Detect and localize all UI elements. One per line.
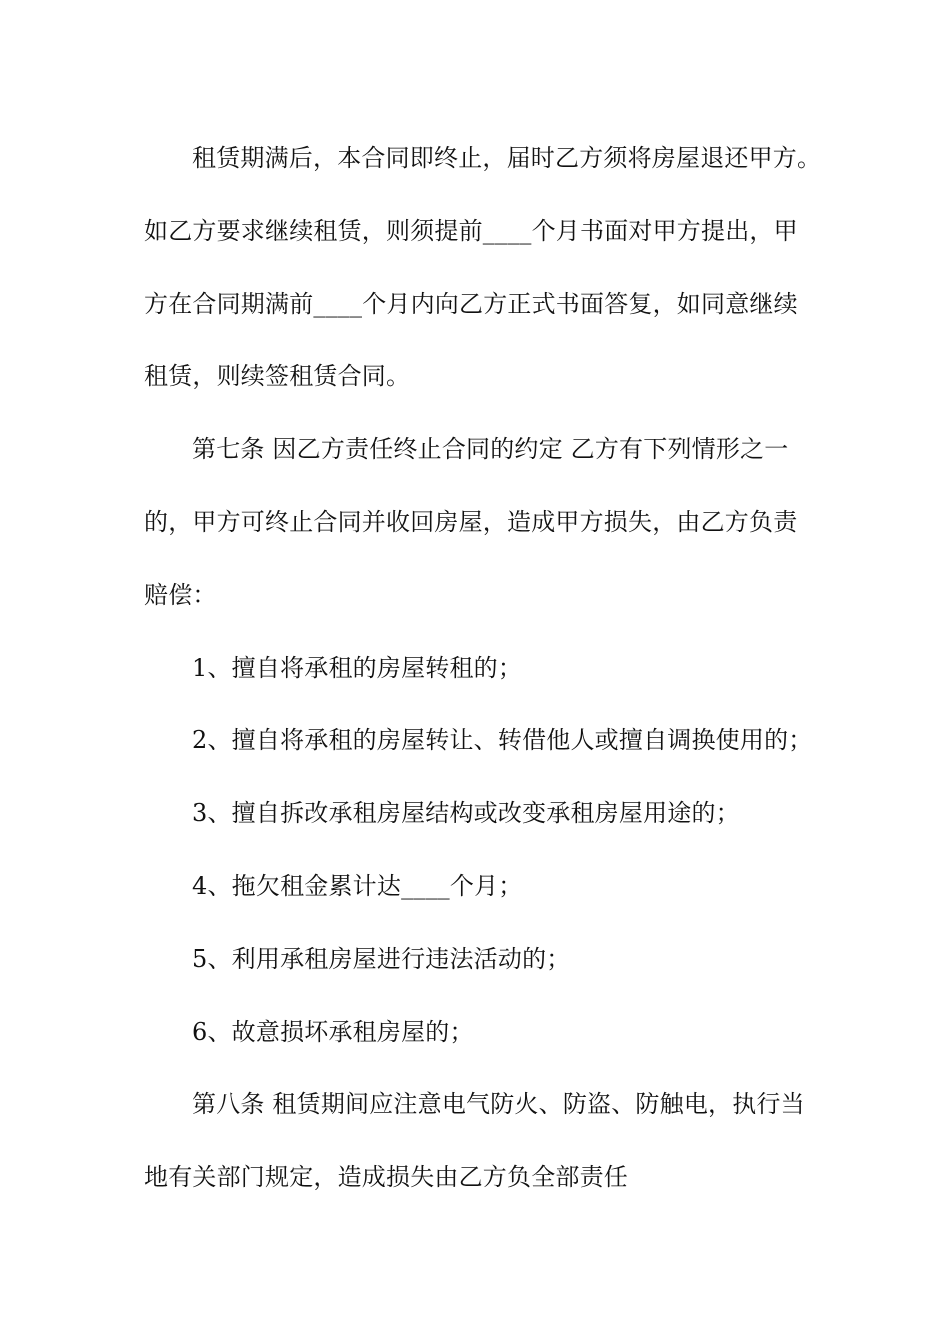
list-item: 5、利用承租房屋进行违法活动的； [192, 944, 571, 973]
text-line: 方在合同期满前____个月内向乙方正式书面答复，如同意继续 [144, 289, 798, 318]
text-line: 赔偿： [144, 580, 217, 609]
text-line: 的，甲方可终止合同并收回房屋，造成甲方损失，由乙方负责 [144, 507, 798, 536]
text-line: 地有关部门规定，造成损失由乙方负全部责任 [144, 1163, 628, 1192]
article-8-heading-line: 第八条 租赁期间应注意电气防火、防盗、防触电，执行当 [192, 1090, 805, 1119]
list-item: 6、故意损坏承租房屋的； [192, 1017, 474, 1046]
list-item: 4、拖欠租金累计达____个月； [192, 871, 523, 900]
article-7-heading-line: 第七条 因乙方责任终止合同的约定 乙方有下列情形之一 [192, 435, 789, 464]
text-line: 租赁期满后，本合同即终止，届时乙方须将房屋退还甲方。 [192, 144, 822, 172]
document-body [144, 122, 824, 1214]
list-item: 2、擅自将承租的房屋转让、转借他人或擅自调换使用的； [192, 726, 813, 755]
list-item: 3、擅自拆改承租房屋结构或改变承租房屋用途的； [192, 799, 740, 828]
text-line: 如乙方要求继续租赁，则须提前____个月书面对甲方提出，甲 [144, 216, 798, 245]
text-line: 租赁，则续签租赁合同。 [144, 362, 411, 391]
list-item: 1、擅自将承租的房屋转租的； [192, 653, 523, 682]
